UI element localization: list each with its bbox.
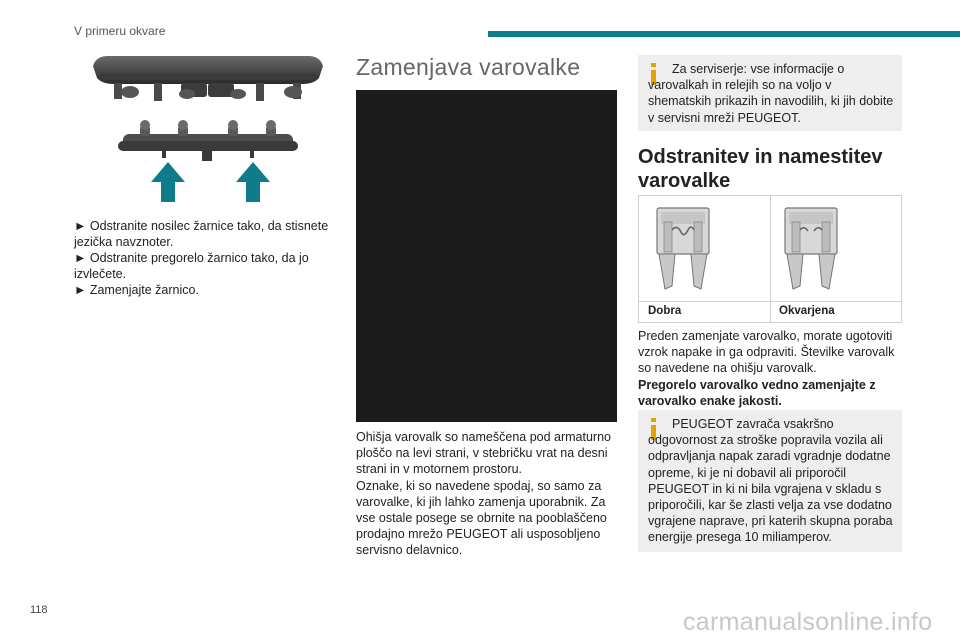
- fuse-box-location-image: [356, 90, 617, 422]
- arrow-up-icon: [236, 162, 270, 202]
- lamp-housing: [93, 56, 323, 101]
- info-note-text: Za serviserje: vse informacije o varovalkah in relejih so na voljo v shematskih prikazih in navodilih, ki jih dobite v servisni mreži PEUGEOT.: [648, 62, 894, 125]
- section-title: Odstranitev in namestitev varovalke: [638, 146, 883, 192]
- good-fuse-label: Dobra: [648, 305, 682, 317]
- watermark: carmanualsonline.info: [683, 608, 933, 636]
- bulb-replacement-steps: [74, 218, 330, 298]
- page-number: 118: [30, 604, 48, 616]
- blown-fuse-label: Okvarjena: [779, 305, 835, 317]
- bulb-holder-illustration: [88, 52, 328, 207]
- step-item: ► Zamenjajte žarnico.: [74, 283, 199, 297]
- warning-text: Pregorelo varovalko vedno zamenjajte z varovalko enake jakosti.: [638, 377, 876, 408]
- step-item: ► Odstranite pregorelo žarnico tako, da jo izvlečete.: [74, 251, 309, 281]
- table-label-row: [639, 301, 901, 323]
- step-item: ► Odstranite nosilec žarnice tako, da stisnete jezička navznoter.: [74, 219, 329, 249]
- header-accent-bar: [488, 31, 960, 37]
- paragraph: Oznake, ki so navedene spodaj, so samo za varovalke, ki jih lahko zamenja uporabnik. Za vse ostale posege se obrnite na pooblaščeno prodajno mrežo PEUGEOT ali usposobljeno servisno delavnico.: [356, 478, 607, 558]
- fuse-comparison-table: [638, 195, 902, 323]
- blown-fuse-icon: [771, 196, 902, 301]
- info-note: [638, 410, 902, 552]
- blown-fuse-cell: [771, 196, 902, 301]
- good-fuse-icon: [639, 196, 770, 301]
- paragraph: Ohišja varovalk so nameščena pod armaturno ploščo na levi strani, v stebričku vrat na desni strani in v motornem prostoru.: [356, 430, 611, 477]
- arrow-up-icon: [151, 162, 185, 202]
- info-note: [638, 55, 902, 131]
- section-title: Zamenjava varovalke: [356, 54, 581, 80]
- fuse-box-description: [356, 429, 618, 559]
- fuse-replacement-text: [638, 328, 902, 409]
- page-header-title: V primeru okvare: [74, 24, 166, 38]
- bulb-holder: [118, 120, 298, 161]
- info-note-text: PEUGEOT zavrača vsakršno odgovornost za stroške popravila vozila ali odpravljanja napak zaradi vgradnje dodatne opreme, ki je ni dobavil ali priporočil PEUGEOT in ki ni bila vgrajena v skladu s priporočili, kar še zlasti velja za vse dodatno vgrajene naprave, pri katerih skupna poraba energije presega 10 miliamperov.: [648, 417, 893, 545]
- paragraph: Preden zamenjate varovalko, morate ugotoviti vzrok napake in ga odpraviti. Številke varovalk so navedene na ohišju varovalk.: [638, 329, 895, 376]
- good-fuse-cell: [639, 196, 771, 301]
